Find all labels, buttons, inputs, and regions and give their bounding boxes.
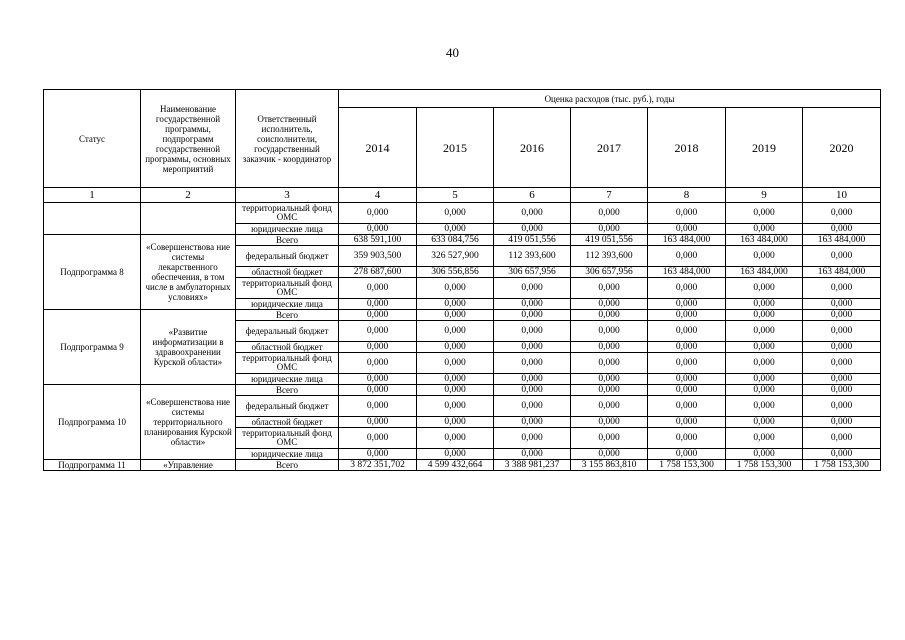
value-cell: 419 051,556 (494, 235, 571, 246)
program-name-cell (141, 203, 236, 235)
value-cell: 163 484,000 (726, 235, 803, 246)
value-cell: 638 591,100 (339, 235, 417, 246)
value-cell: 0,000 (803, 449, 881, 460)
funding-source-cell: Всего (236, 310, 339, 321)
value-cell: 0,000 (726, 396, 803, 417)
funding-source-cell: территориальный фонд ОМС (236, 353, 339, 374)
funding-source-cell: федеральный бюджет (236, 321, 339, 342)
value-cell: 306 657,956 (571, 267, 648, 278)
value-cell: 0,000 (417, 224, 494, 235)
value-cell: 0,000 (417, 417, 494, 428)
value-cell: 0,000 (339, 310, 417, 321)
funding-source-cell: юридические лица (236, 374, 339, 385)
value-cell: 112 393,600 (494, 246, 571, 267)
value-cell: 0,000 (803, 385, 881, 396)
value-cell: 0,000 (339, 299, 417, 310)
value-cell: 0,000 (417, 428, 494, 449)
column-number: 4 (339, 188, 417, 203)
column-number: 1 (44, 188, 141, 203)
value-cell: 0,000 (417, 342, 494, 353)
value-cell: 0,000 (648, 310, 726, 321)
funding-source-cell: федеральный бюджет (236, 396, 339, 417)
funding-source-cell: юридические лица (236, 449, 339, 460)
value-cell: 0,000 (726, 385, 803, 396)
value-cell: 0,000 (648, 385, 726, 396)
value-cell: 0,000 (648, 342, 726, 353)
value-cell: 1 758 153,300 (648, 460, 726, 471)
value-cell: 0,000 (648, 353, 726, 374)
header-year: 2018 (648, 108, 726, 188)
header-year: 2016 (494, 108, 571, 188)
value-cell: 0,000 (648, 417, 726, 428)
value-cell: 4 599 432,664 (417, 460, 494, 471)
value-cell: 0,000 (571, 310, 648, 321)
funding-source-cell: областной бюджет (236, 342, 339, 353)
value-cell: 0,000 (571, 396, 648, 417)
value-cell: 0,000 (494, 374, 571, 385)
funding-source-cell: областной бюджет (236, 417, 339, 428)
value-cell: 0,000 (726, 374, 803, 385)
value-cell: 0,000 (726, 203, 803, 224)
value-cell: 0,000 (494, 310, 571, 321)
value-cell: 0,000 (417, 321, 494, 342)
value-cell: 0,000 (726, 278, 803, 299)
program-name-cell: «Совершенствова ние системы территориального планирования Курской области» (141, 385, 236, 460)
funding-source-cell: территориальный фонд ОМС (236, 203, 339, 224)
value-cell: 0,000 (648, 278, 726, 299)
value-cell: 326 527,900 (417, 246, 494, 267)
value-cell: 112 393,600 (571, 246, 648, 267)
value-cell: 0,000 (339, 417, 417, 428)
value-cell: 0,000 (803, 310, 881, 321)
header-year: 2015 (417, 108, 494, 188)
value-cell: 0,000 (417, 374, 494, 385)
value-cell: 0,000 (494, 353, 571, 374)
status-cell: Подпрограмма 9 (44, 310, 141, 385)
value-cell: 0,000 (339, 278, 417, 299)
value-cell: 0,000 (494, 224, 571, 235)
funding-source-cell: Всего (236, 460, 339, 471)
value-cell: 0,000 (339, 224, 417, 235)
value-cell: 0,000 (803, 374, 881, 385)
header-executor: Ответственный исполнитель, соисполнители, государственный заказчик - координатор (236, 90, 339, 188)
column-number: 10 (803, 188, 881, 203)
funding-source-cell: Всего (236, 235, 339, 246)
value-cell: 0,000 (571, 342, 648, 353)
value-cell: 0,000 (339, 203, 417, 224)
value-cell: 0,000 (339, 374, 417, 385)
value-cell: 0,000 (494, 321, 571, 342)
value-cell: 0,000 (571, 224, 648, 235)
value-cell: 0,000 (417, 310, 494, 321)
value-cell: 0,000 (417, 353, 494, 374)
program-name-cell: «Управление (141, 460, 236, 471)
funding-source-cell: федеральный бюджет (236, 246, 339, 267)
column-number: 3 (236, 188, 339, 203)
table-row (44, 310, 881, 321)
value-cell: 0,000 (494, 385, 571, 396)
value-cell: 0,000 (571, 353, 648, 374)
value-cell: 3 872 351,702 (339, 460, 417, 471)
value-cell: 306 556,856 (417, 267, 494, 278)
value-cell: 0,000 (648, 246, 726, 267)
value-cell: 0,000 (494, 417, 571, 428)
value-cell: 0,000 (648, 299, 726, 310)
column-number: 6 (494, 188, 571, 203)
program-name-cell: «Совершенствова ние системы лекарственного обеспечения, в том числе в амбулаторных условиях» (141, 235, 236, 310)
value-cell: 0,000 (803, 342, 881, 353)
status-cell (44, 203, 141, 235)
column-number: 8 (648, 188, 726, 203)
column-number: 7 (571, 188, 648, 203)
value-cell: 163 484,000 (648, 267, 726, 278)
value-cell: 0,000 (494, 396, 571, 417)
funding-source-cell: юридические лица (236, 299, 339, 310)
table-row (44, 460, 881, 471)
value-cell: 0,000 (648, 428, 726, 449)
value-cell: 0,000 (417, 385, 494, 396)
value-cell: 0,000 (726, 321, 803, 342)
value-cell: 633 084,756 (417, 235, 494, 246)
header-year: 2020 (803, 108, 881, 188)
value-cell: 0,000 (803, 428, 881, 449)
value-cell: 0,000 (339, 396, 417, 417)
column-number: 2 (141, 188, 236, 203)
value-cell: 0,000 (803, 246, 881, 267)
status-cell: Подпрограмма 10 (44, 385, 141, 460)
value-cell: 3 388 981,237 (494, 460, 571, 471)
budget-table (43, 89, 881, 471)
value-cell: 0,000 (726, 246, 803, 267)
value-cell: 1 758 153,300 (726, 460, 803, 471)
value-cell: 0,000 (726, 417, 803, 428)
value-cell: 0,000 (339, 428, 417, 449)
value-cell: 0,000 (494, 278, 571, 299)
value-cell: 0,000 (803, 321, 881, 342)
value-cell: 419 051,556 (571, 235, 648, 246)
value-cell: 0,000 (339, 449, 417, 460)
value-cell: 0,000 (803, 224, 881, 235)
value-cell: 0,000 (803, 353, 881, 374)
table-row (44, 385, 881, 396)
value-cell: 0,000 (494, 449, 571, 460)
value-cell: 1 758 153,300 (803, 460, 881, 471)
value-cell: 0,000 (571, 321, 648, 342)
value-cell: 359 903,500 (339, 246, 417, 267)
table-row (44, 203, 881, 224)
header-status: Статус (44, 90, 141, 188)
value-cell: 0,000 (494, 203, 571, 224)
table-row (44, 235, 881, 246)
header-estimate: Оценка расходов (тыс. руб.), годы (339, 90, 881, 108)
header-year: 2017 (571, 108, 648, 188)
value-cell: 0,000 (726, 224, 803, 235)
value-cell: 0,000 (417, 299, 494, 310)
value-cell: 0,000 (494, 428, 571, 449)
value-cell: 0,000 (339, 321, 417, 342)
funding-source-cell: областной бюджет (236, 267, 339, 278)
value-cell: 0,000 (648, 374, 726, 385)
value-cell: 0,000 (803, 417, 881, 428)
value-cell: 0,000 (648, 321, 726, 342)
value-cell: 163 484,000 (803, 267, 881, 278)
value-cell: 163 484,000 (803, 235, 881, 246)
page-number: 40 (446, 45, 459, 60)
value-cell: 0,000 (803, 203, 881, 224)
funding-source-cell: территориальный фонд ОМС (236, 428, 339, 449)
value-cell: 0,000 (339, 353, 417, 374)
value-cell: 0,000 (571, 417, 648, 428)
value-cell: 0,000 (648, 203, 726, 224)
value-cell: 0,000 (648, 396, 726, 417)
value-cell: 0,000 (494, 342, 571, 353)
value-cell: 0,000 (571, 203, 648, 224)
value-cell: 0,000 (417, 278, 494, 299)
value-cell: 0,000 (803, 299, 881, 310)
value-cell: 0,000 (339, 385, 417, 396)
value-cell: 163 484,000 (648, 235, 726, 246)
value-cell: 0,000 (803, 278, 881, 299)
value-cell: 0,000 (726, 428, 803, 449)
value-cell: 278 687,600 (339, 267, 417, 278)
funding-source-cell: юридические лица (236, 224, 339, 235)
value-cell: 0,000 (726, 342, 803, 353)
funding-source-cell: Всего (236, 385, 339, 396)
value-cell: 0,000 (494, 299, 571, 310)
value-cell: 0,000 (726, 299, 803, 310)
value-cell: 0,000 (571, 374, 648, 385)
value-cell: 0,000 (726, 310, 803, 321)
value-cell: 0,000 (648, 224, 726, 235)
value-cell: 0,000 (417, 396, 494, 417)
status-cell: Подпрограмма 8 (44, 235, 141, 310)
status-cell: Подпрограмма 11 (44, 460, 141, 471)
value-cell: 0,000 (571, 449, 648, 460)
value-cell: 0,000 (339, 342, 417, 353)
value-cell: 163 484,000 (726, 267, 803, 278)
column-number: 9 (726, 188, 803, 203)
value-cell: 0,000 (803, 396, 881, 417)
header-year: 2014 (339, 108, 417, 188)
value-cell: 0,000 (726, 449, 803, 460)
value-cell: 3 155 863,810 (571, 460, 648, 471)
program-name-cell: «Развитие информатизации в здравоохранении Курской области» (141, 310, 236, 385)
header-year: 2019 (726, 108, 803, 188)
value-cell: 0,000 (417, 203, 494, 224)
value-cell: 0,000 (648, 449, 726, 460)
column-number: 5 (417, 188, 494, 203)
header-program-name: Наименование государственной программы, подпрограмм государственной программы, основных мероприятий (141, 90, 236, 188)
value-cell: 0,000 (571, 278, 648, 299)
value-cell: 0,000 (571, 428, 648, 449)
value-cell: 306 657,956 (494, 267, 571, 278)
value-cell: 0,000 (571, 385, 648, 396)
value-cell: 0,000 (726, 353, 803, 374)
funding-source-cell: территориальный фонд ОМС (236, 278, 339, 299)
value-cell: 0,000 (417, 449, 494, 460)
value-cell: 0,000 (571, 299, 648, 310)
